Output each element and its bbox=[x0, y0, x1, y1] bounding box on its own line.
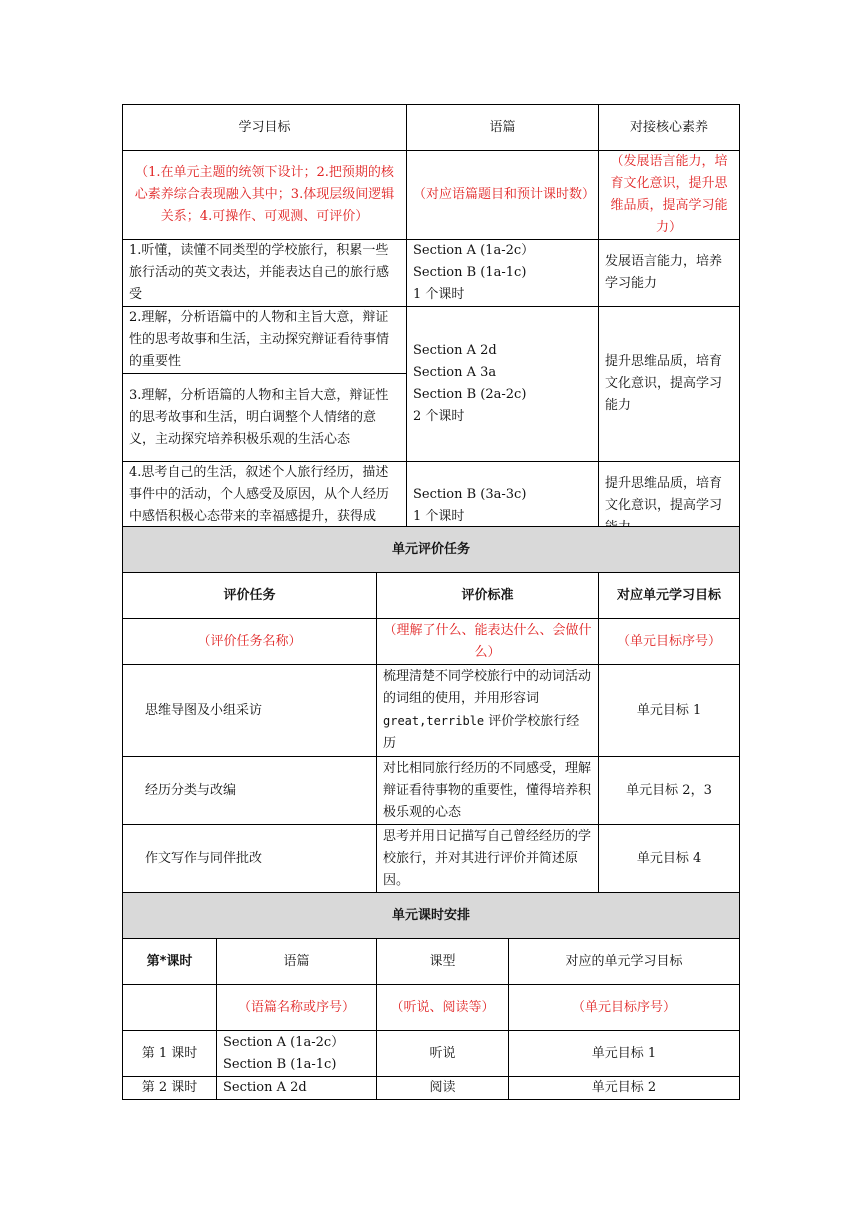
eval-standard-2: 对比相同旅行经历的不同感受，理解辩证看待事物的重要性，懂得培养积极乐观的心态 bbox=[377, 757, 599, 825]
text-item: Section A 2d bbox=[413, 343, 497, 358]
guide-eval-standard: （理解了什么、能表达什么、会做什么） bbox=[377, 619, 599, 665]
goal-3-text: 3.理解，分析语篇的人物和主旨大意，辩证性的思考故事和生活，明白调整个人情绪的意义，主动探究培养积极乐观的生活心态 bbox=[123, 374, 407, 462]
eval-standard-1 bbox=[377, 665, 599, 757]
goal-2-3-literacy: 提升思维品质，培育文化意识，提高学习能力 bbox=[599, 307, 740, 462]
guide-lesson bbox=[123, 985, 217, 1031]
eval-standard-3: 思考并用日记描写自己曾经经历的学校旅行，并对其进行评价并简述原因。 bbox=[377, 825, 599, 893]
header-texts: 语篇 bbox=[407, 105, 599, 151]
eval-standard-keywords: great,terrible bbox=[383, 714, 485, 728]
guide-core-literacy: （发展语言能力，培育文化意识，提升思维品质，提高学习能力） bbox=[599, 151, 740, 240]
text-item: 2 个课时 bbox=[413, 409, 465, 424]
evaluation-table bbox=[122, 526, 740, 893]
header-lesson-texts: 语篇 bbox=[217, 939, 377, 985]
lesson-1-type: 听说 bbox=[377, 1031, 509, 1077]
guide-eval-task: （评价任务名称） bbox=[123, 619, 377, 665]
guide-lesson-texts: （语篇名称或序号） bbox=[217, 985, 377, 1031]
goal-1-texts bbox=[407, 240, 599, 307]
guide-lesson-goal: （单元目标序号） bbox=[509, 985, 740, 1031]
header-lesson: 第*课时 bbox=[123, 939, 217, 985]
guide-learning-goals: （1.在单元主题的统领下设计；2.把预期的核心素养综合表现融入其中；3.体现层级间逻辑关系；4.可操作、可观测、可评价） bbox=[123, 151, 407, 240]
header-learning-goals: 学习目标 bbox=[123, 105, 407, 151]
goal-2-text: 2.理解，分析语篇中的人物和主旨大意，辩证性的思考故事和生活，主动探究辩证看待事情的重要性 bbox=[123, 307, 407, 374]
header-lesson-goal: 对应的单元学习目标 bbox=[509, 939, 740, 985]
learning-goals-table bbox=[122, 104, 740, 551]
header-core-literacy: 对接核心素养 bbox=[599, 105, 740, 151]
lesson-1-texts bbox=[217, 1031, 377, 1077]
eval-task-3: 作文写作与同伴批改 bbox=[123, 825, 377, 893]
eval-goal-3: 单元目标 4 bbox=[599, 825, 740, 893]
text-item: 1 个课时 bbox=[413, 509, 465, 524]
text-item: Section A (1a-2c） bbox=[413, 243, 535, 258]
text-item: Section A (1a-2c） bbox=[223, 1034, 345, 1050]
text-item: Section B (2a-2c) bbox=[413, 387, 527, 402]
header-eval-task: 评价任务 bbox=[123, 573, 377, 619]
guide-eval-goal: （单元目标序号） bbox=[599, 619, 740, 665]
lesson-1-goal: 单元目标 1 bbox=[509, 1031, 740, 1077]
text-item: 1 个课时 bbox=[413, 287, 465, 302]
header-lesson-type: 课型 bbox=[377, 939, 509, 985]
header-eval-standard: 评价标准 bbox=[377, 573, 599, 619]
lesson-2-texts: Section A 2d bbox=[217, 1077, 377, 1100]
eval-goal-1: 单元目标 1 bbox=[599, 665, 740, 757]
lesson-2-goal: 单元目标 2 bbox=[509, 1077, 740, 1100]
goal-4-literacy: 提升思维品质，培育文化意识，提高学习 bbox=[599, 462, 740, 551]
text-item: Section B (1a-1c) bbox=[223, 1056, 337, 1072]
text-item: Section B (3a-3c) bbox=[413, 487, 527, 502]
eval-task-2: 经历分类与改编 bbox=[123, 757, 377, 825]
lesson-schedule-table bbox=[122, 892, 740, 1100]
guide-texts: （对应语篇题目和预计课时数） bbox=[407, 151, 599, 240]
goal-1-literacy: 发展语言能力，培养学习能力 bbox=[599, 240, 740, 307]
header-eval-goal: 对应单元学习目标 bbox=[599, 573, 740, 619]
goal-4-text: 4.思考自己的生活，叙述个人旅行经历，描述事件中的活动，个人感受及原因，从个人经历中感悟积极心态带来的幸福感提升，获得成 bbox=[123, 462, 407, 551]
lesson-2-number: 第 2 课时 bbox=[123, 1077, 217, 1100]
lesson-1-number: 第 1 课时 bbox=[123, 1031, 217, 1077]
guide-lesson-type: （听说、阅读等） bbox=[377, 985, 509, 1031]
goal-1-text: 1.听懂，读懂不同类型的学校旅行，积累一些旅行活动的英文表达，并能表达自己的旅行感受 bbox=[123, 240, 407, 307]
text-item: Section B (1a-1c) bbox=[413, 265, 527, 280]
eval-task-1: 思维导图及小组采访 bbox=[123, 665, 377, 757]
eval-standard-text: 评价学校旅行经历 bbox=[383, 714, 580, 751]
lesson-2-type: 阅读 bbox=[377, 1077, 509, 1100]
eval-goal-2: 单元目标 2，3 bbox=[599, 757, 740, 825]
section-title-schedule: 单元课时安排 bbox=[123, 893, 740, 939]
eval-standard-text: 梳理清楚不同学校旅行中的动词活动的词组的使用，并用形容词 bbox=[383, 669, 592, 706]
goal-2-3-texts bbox=[407, 307, 599, 462]
text-item: Section A 3a bbox=[413, 365, 497, 380]
section-title-evaluation: 单元评价任务 bbox=[123, 527, 740, 573]
